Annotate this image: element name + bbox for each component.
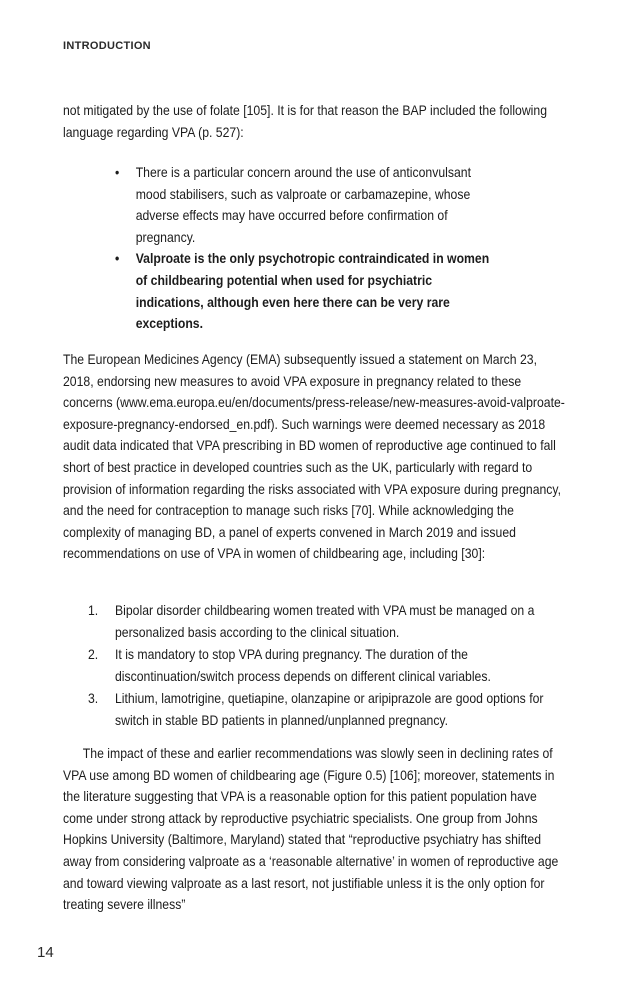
item-number: 2.	[88, 647, 99, 663]
page-number: 14	[37, 944, 54, 961]
item-text: It is mandatory to stop VPA during pregnancy. The duration of the discontinuation/switch process depends on different clinical variables.	[115, 647, 491, 684]
bullet-item	[115, 248, 502, 334]
bullet-text: Valproate is the only psychotropic contraindicated in women of childbearing potential when used for psychiatric indications, although even here there can be very rare exceptions.	[135, 251, 490, 332]
recommendations-list	[88, 600, 549, 733]
item-text: Lithium, lamotrigine, quetiapine, olanzapine or aripiprazole are good options for switch in stable BD patients in planned/unplanned pregnancy.	[115, 691, 544, 728]
paragraph-impact	[63, 743, 568, 916]
bullet-text: There is a particular concern around the use of anticonvulsant mood stabilisers, such as valproate or carbamazepine, whose adverse effects may have occurred before confirmation of pregnancy.	[135, 165, 471, 245]
paragraph-intro	[63, 100, 568, 143]
bullet-marker: •	[115, 251, 120, 267]
item-number: 1.	[88, 603, 99, 618]
running-header: INTRODUCTION	[63, 40, 151, 52]
paragraph-text: The impact of these and earlier recommendations was slowly seen in declining rates of VPA use among BD women of childbearing age (Figure 0.5) [106]; moreover, statements in the literature suggesting that VPA is a reasonable option for this patient population have come under strong attack by reproductive psychiatric specialists. One group from Johns Hopkins University (Baltimore, Maryland) stated that “reproductive psychiatry has shifted away from considering valproate as a ‘reasonable alternative’ in women of reproductive age and toward viewing valproate as a last resort, not justifiable unless it is the only option for treating severe illness”	[63, 746, 559, 913]
numbered-item	[88, 644, 549, 687]
paragraph-ema	[63, 349, 568, 565]
paragraph-text: not mitigated by the use of folate [105]. It is for that reason the BAP included the following language regarding VPA (p. 527):	[63, 103, 548, 140]
item-text: Bipolar disorder childbearing women treated with VPA must be managed on a personalized basis according to the clinical situation.	[115, 603, 535, 640]
paragraph-text: The European Medicines Agency (EMA) subsequently issued a statement on March 23, 2018, endorsing new measures to avoid VPA exposure in pregnancy related to these concerns (www.ema.europa.eu/en/documents/press-release/new-measures-avoid-valproate-exposure-pregnancy-endorsed_en.pdf). Such warnings were deemed necessary as 2018 audit data indicated that VPA prescribing in BD women of reproductive age continued to fall short of best practice in developed countries such as the UK, particularly with regard to provision of information regarding the risks associated with VPA exposure during pregnancy, and the need for contraception to manage such risks [70]. While acknowledging the complexity of managing BD, a panel of experts convened in March 2019 and issued recommendations on use of VPA in women of childbearing age, including [30]:	[63, 352, 565, 562]
bullet-marker: •	[115, 165, 120, 180]
quoted-bullet-list	[115, 162, 502, 335]
item-number: 3.	[88, 691, 99, 707]
numbered-item	[88, 600, 549, 643]
bullet-item	[115, 162, 502, 248]
numbered-item	[88, 688, 549, 731]
